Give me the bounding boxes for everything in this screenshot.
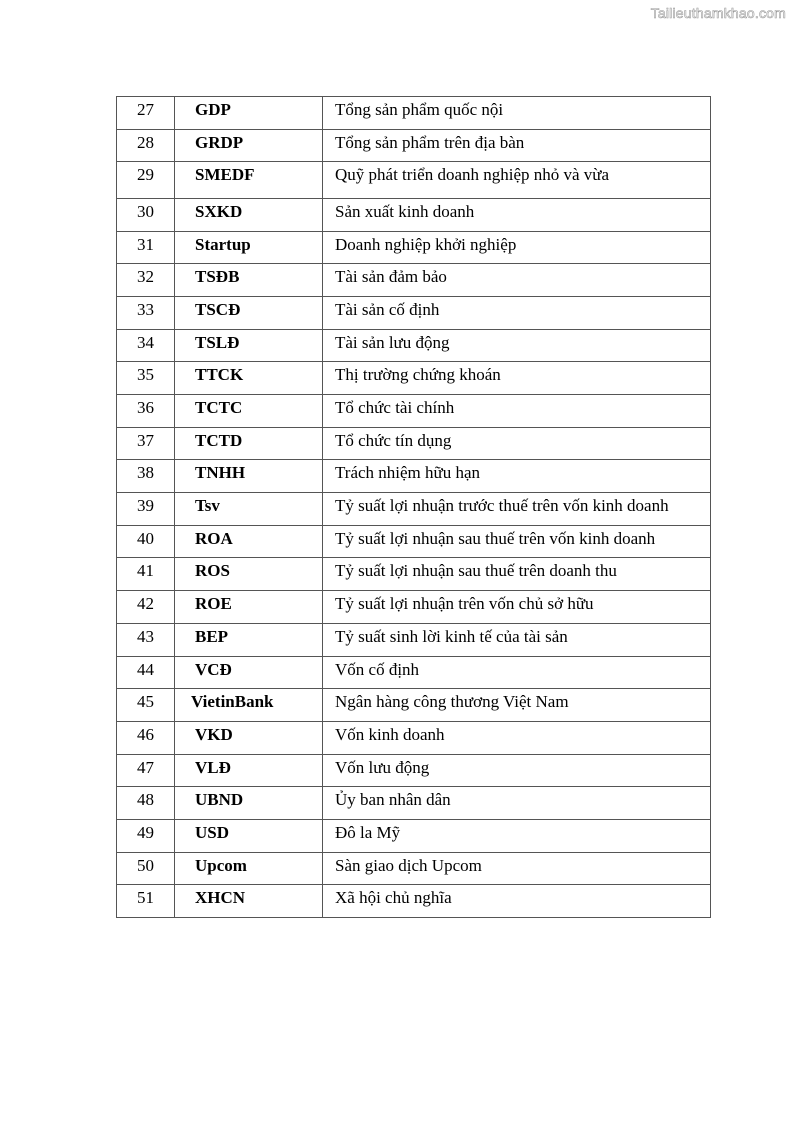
- table-row: [117, 689, 711, 722]
- table-row: [117, 525, 711, 558]
- row-number-cell: 36: [117, 395, 175, 428]
- description-cell: Tỷ suất lợi nhuận trước thuế trên vốn kinh doanh: [323, 493, 711, 526]
- abbreviation-cell: VLĐ: [175, 754, 323, 787]
- description-cell: Tài sản cố định: [323, 296, 711, 329]
- row-number-cell: 27: [117, 97, 175, 130]
- description-cell: Tổ chức tín dụng: [323, 427, 711, 460]
- abbreviation-cell: VietinBank: [175, 689, 323, 722]
- abbreviation-cell: GRDP: [175, 129, 323, 162]
- row-number-cell: 30: [117, 198, 175, 231]
- row-number-cell: 38: [117, 460, 175, 493]
- abbreviation-cell: TNHH: [175, 460, 323, 493]
- table-row: [117, 493, 711, 526]
- row-number-cell: 29: [117, 162, 175, 199]
- table-row: [117, 558, 711, 591]
- description-cell: Vốn kinh doanh: [323, 721, 711, 754]
- table-row: [117, 362, 711, 395]
- abbreviation-cell: UBND: [175, 787, 323, 820]
- abbreviation-cell: TSĐB: [175, 264, 323, 297]
- description-cell: Tổ chức tài chính: [323, 395, 711, 428]
- description-cell: Tài sản lưu động: [323, 329, 711, 362]
- table-row: [117, 819, 711, 852]
- row-number-cell: 45: [117, 689, 175, 722]
- description-cell: Vốn lưu động: [323, 754, 711, 787]
- table-row: [117, 129, 711, 162]
- abbreviation-cell: USD: [175, 819, 323, 852]
- table-row: [117, 264, 711, 297]
- row-number-cell: 44: [117, 656, 175, 689]
- row-number-cell: 47: [117, 754, 175, 787]
- table-row: [117, 754, 711, 787]
- description-cell: Tỷ suất lợi nhuận sau thuế trên vốn kinh doanh: [323, 525, 711, 558]
- table-row: [117, 231, 711, 264]
- description-cell: Quỹ phát triển doanh nghiệp nhỏ và vừa: [323, 162, 711, 199]
- row-number-cell: 33: [117, 296, 175, 329]
- row-number-cell: 51: [117, 885, 175, 918]
- abbreviation-cell: TSLĐ: [175, 329, 323, 362]
- abbreviation-cell: TCTC: [175, 395, 323, 428]
- abbreviation-cell: SXKD: [175, 198, 323, 231]
- table-row: [117, 656, 711, 689]
- table-row: [117, 162, 711, 199]
- description-cell: Tài sản đảm bảo: [323, 264, 711, 297]
- row-number-cell: 43: [117, 623, 175, 656]
- table-row: [117, 591, 711, 624]
- row-number-cell: 48: [117, 787, 175, 820]
- abbreviation-cell: GDP: [175, 97, 323, 130]
- abbreviation-cell: Tsv: [175, 493, 323, 526]
- abbreviation-cell: BEP: [175, 623, 323, 656]
- description-cell: Sàn giao dịch Upcom: [323, 852, 711, 885]
- description-cell: Tổng sản phẩm quốc nội: [323, 97, 711, 130]
- table-row: [117, 852, 711, 885]
- row-number-cell: 34: [117, 329, 175, 362]
- abbreviation-cell: VKD: [175, 721, 323, 754]
- description-cell: Ủy ban nhân dân: [323, 787, 711, 820]
- description-cell: Thị trường chứng khoán: [323, 362, 711, 395]
- row-number-cell: 39: [117, 493, 175, 526]
- table-row: [117, 721, 711, 754]
- row-number-cell: 32: [117, 264, 175, 297]
- row-number-cell: 49: [117, 819, 175, 852]
- description-cell: Tỷ suất sinh lời kinh tế của tài sản: [323, 623, 711, 656]
- table-row: [117, 460, 711, 493]
- description-cell: Tỷ suất lợi nhuận trên vốn chủ sở hữu: [323, 591, 711, 624]
- description-cell: Xã hội chủ nghĩa: [323, 885, 711, 918]
- row-number-cell: 40: [117, 525, 175, 558]
- table-row: [117, 296, 711, 329]
- table-row: [117, 885, 711, 918]
- table-row: [117, 198, 711, 231]
- abbreviation-table: [116, 96, 711, 918]
- abbreviation-cell: VCĐ: [175, 656, 323, 689]
- abbreviation-cell: Upcom: [175, 852, 323, 885]
- row-number-cell: 31: [117, 231, 175, 264]
- row-number-cell: 41: [117, 558, 175, 591]
- abbreviation-cell: ROA: [175, 525, 323, 558]
- table-row: [117, 329, 711, 362]
- abbreviation-cell: ROS: [175, 558, 323, 591]
- table-row: [117, 97, 711, 130]
- description-cell: Tổng sản phẩm trên địa bàn: [323, 129, 711, 162]
- description-cell: Sản xuất kinh doanh: [323, 198, 711, 231]
- row-number-cell: 50: [117, 852, 175, 885]
- table-row: [117, 395, 711, 428]
- abbreviation-cell: SMEDF: [175, 162, 323, 199]
- abbreviation-cell: TCTD: [175, 427, 323, 460]
- description-cell: Doanh nghiệp khởi nghiệp: [323, 231, 711, 264]
- description-cell: Đô la Mỹ: [323, 819, 711, 852]
- description-cell: Tỷ suất lợi nhuận sau thuế trên doanh thu: [323, 558, 711, 591]
- row-number-cell: 37: [117, 427, 175, 460]
- abbreviation-cell: ROE: [175, 591, 323, 624]
- abbreviation-cell: Startup: [175, 231, 323, 264]
- abbreviation-cell: TTCK: [175, 362, 323, 395]
- row-number-cell: 35: [117, 362, 175, 395]
- table-row: [117, 787, 711, 820]
- description-cell: Vốn cố định: [323, 656, 711, 689]
- description-cell: Trách nhiệm hữu hạn: [323, 460, 711, 493]
- table-row: [117, 427, 711, 460]
- watermark: Tailieuthamkhao.com: [650, 5, 786, 21]
- abbreviation-cell: XHCN: [175, 885, 323, 918]
- row-number-cell: 28: [117, 129, 175, 162]
- table-row: [117, 623, 711, 656]
- description-cell: Ngân hàng công thương Việt Nam: [323, 689, 711, 722]
- row-number-cell: 42: [117, 591, 175, 624]
- abbreviation-cell: TSCĐ: [175, 296, 323, 329]
- row-number-cell: 46: [117, 721, 175, 754]
